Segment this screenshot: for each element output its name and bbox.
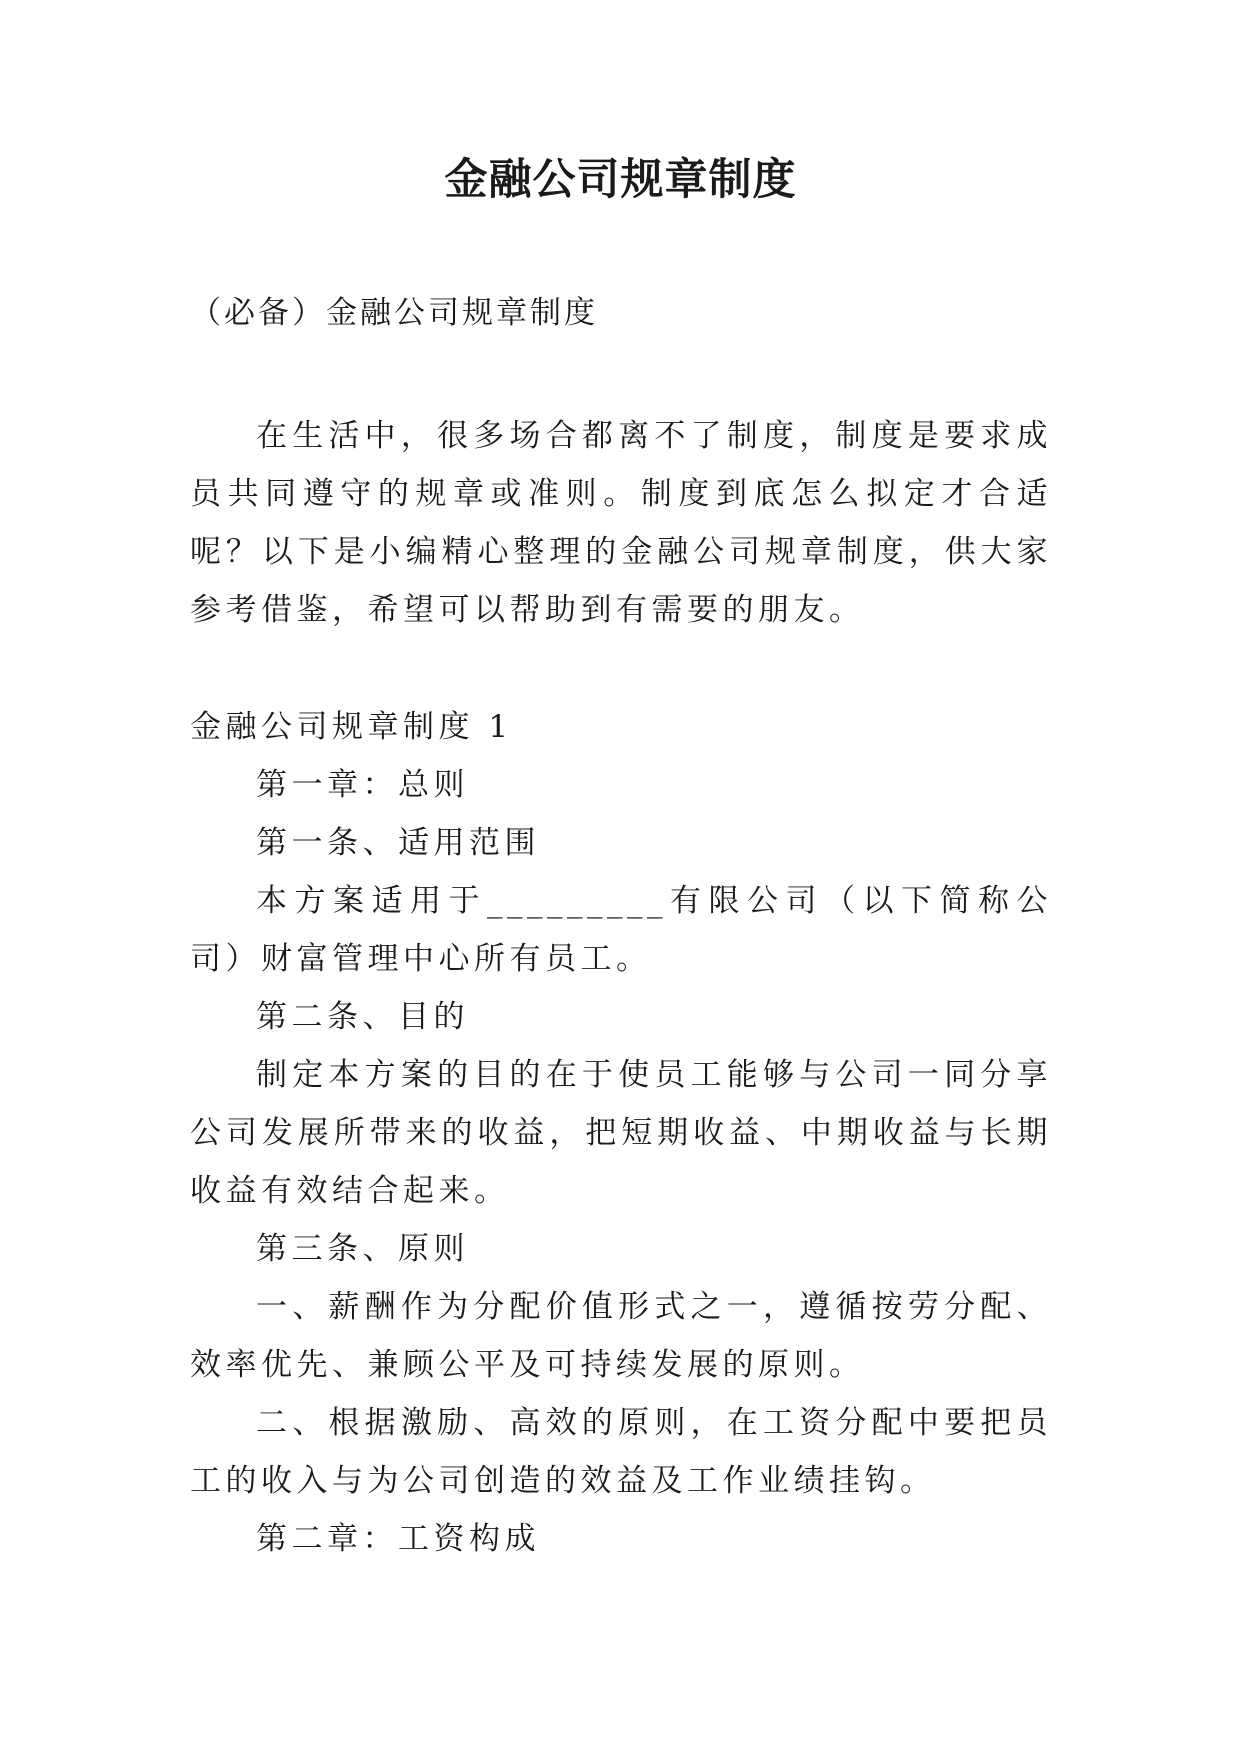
principle-paragraph: 二、根据激励、高效的原则，在工资分配中要把员工的收入与为公司创造的效益及工作业绩挂钩。 (190, 1405, 1052, 1499)
content-block (190, 698, 1052, 1568)
chapter-heading: 第一章：总则 (256, 767, 469, 803)
intro-paragraph: 在生活中，很多场合都离不了制度，制度是要求成员共同遵守的规章或准则。制度到底怎么拟定才合适呢？以下是小编精心整理的金融公司规章制度，供大家参考借鉴，希望可以帮助到有需要的朋友。 (190, 418, 1052, 628)
document-title: 金融公司规章制度 (444, 155, 797, 205)
chapter-heading: 第二章：工资构成 (256, 1521, 540, 1557)
article-heading: 第三条、原则 (256, 1231, 469, 1267)
document-subtitle: （必备）金融公司规章制度 (190, 295, 598, 331)
article-heading: 第二条、目的 (256, 999, 469, 1035)
principle-paragraph: 一、薪酬作为分配价值形式之一，遵循按劳分配、效率优先、兼顾公平及可持续发展的原则。 (190, 1289, 1052, 1383)
article-paragraph: 制定本方案的目的在于使员工能够与公司一同分享公司发展所带来的收益，把短期收益、中期收益与长期收益有效结合起来。 (190, 1057, 1052, 1209)
article-heading: 第一条、适用范围 (256, 825, 540, 861)
intro-block (190, 407, 1052, 639)
section-heading: 金融公司规章制度 1 (190, 709, 513, 745)
article-paragraph: 本方案适用于_________有限公司（以下简称公司）财富管理中心所有员工。 (190, 883, 1052, 977)
